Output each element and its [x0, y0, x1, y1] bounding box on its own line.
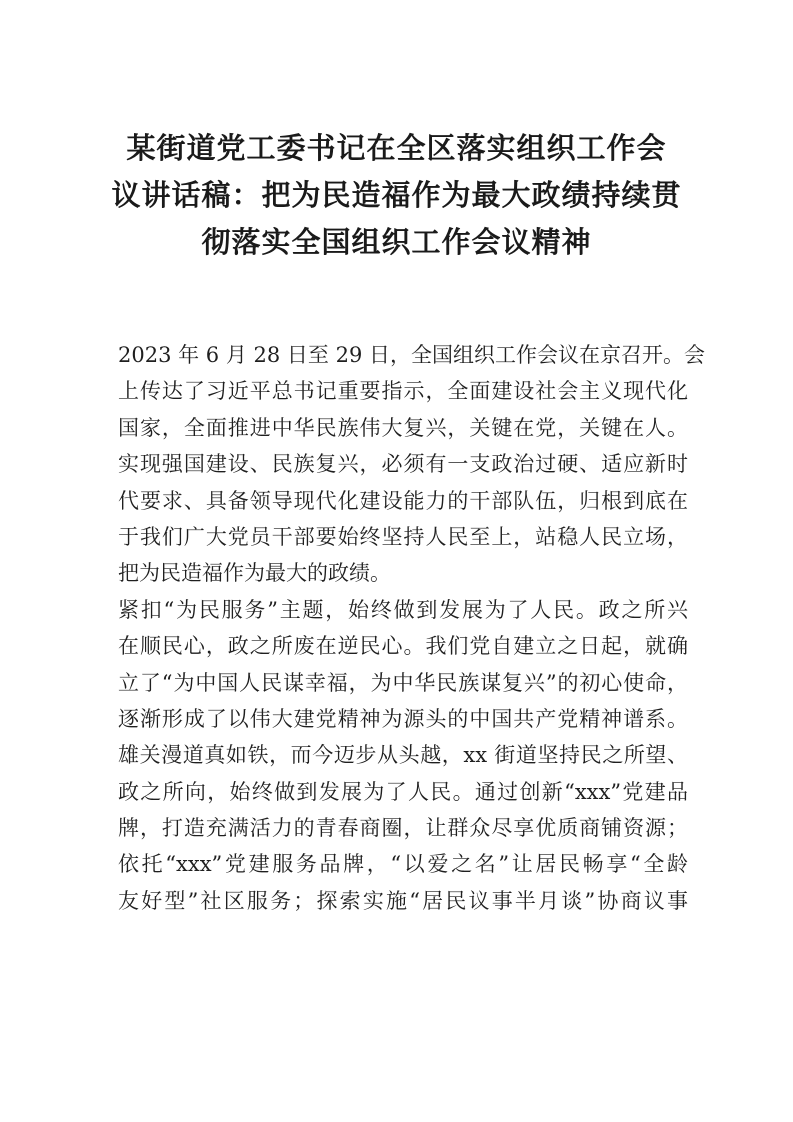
text-line: 雄关漫道真如铁，而今迈步从头越，xx 街道坚持民之所望、 — [118, 743, 688, 768]
text-line: 2023 年 6 月 28 日至 29 日，全国组织工作会议在京召开。会 — [118, 343, 705, 367]
text-line: 上传达了习近平总书记重要指示，全面建设社会主义现代化 — [118, 379, 688, 404]
paragraph-1 — [118, 337, 705, 592]
text-line: 逐渐形成了以伟大建党精神为源头的中国共产党精神谱系。 — [118, 706, 688, 731]
text-line: 立了“为中国人民谋幸福，为中华民族谋复兴”的初心使命， — [118, 670, 688, 695]
text-line: 实现强国建设、民族复兴，必须有一支政治过硬、适应新时 — [118, 452, 688, 477]
text-line: 政之所向，始终做到发展为了人民。通过创新“xxx”党建品 — [118, 779, 688, 804]
text-line: 于我们广大党员干部要始终坚持人民至上，站稳人民立场， — [118, 524, 688, 549]
paragraph-2 — [118, 592, 688, 920]
text-line: 友好型”社区服务；探索实施“居民议事半月谈”协商议事 — [118, 888, 688, 913]
text-line: 代要求、具备领导现代化建设能力的干部队伍，归根到底在 — [118, 488, 688, 513]
title-line: 某街道党工委书记在全区落实组织工作会 — [126, 131, 667, 165]
text-line: 把为民造福作为最大的政绩。 — [118, 561, 391, 586]
title-line: 议讲话稿：把为民造福作为最大政绩持续贯 — [111, 178, 682, 212]
text-line: 依托“xxx”党建服务品牌，“以爱之名”让居民畅享“全龄 — [118, 852, 688, 877]
document-title — [110, 125, 683, 266]
text-line: 紧扣“为民服务”主题，始终做到发展为了人民。政之所兴 — [118, 597, 688, 622]
title-line: 彻落实全国组织工作会议精神 — [201, 225, 592, 259]
text-line: 牌，打造充满活力的青春商圈，让群众尽享优质商铺资源； — [118, 816, 688, 841]
text-line: 国家，全面推进中华民族伟大复兴，关键在党，关键在人。 — [118, 415, 688, 440]
text-line: 在顺民心，政之所废在逆民心。我们党自建立之日起，就确 — [118, 634, 688, 659]
document-body — [118, 337, 705, 919]
